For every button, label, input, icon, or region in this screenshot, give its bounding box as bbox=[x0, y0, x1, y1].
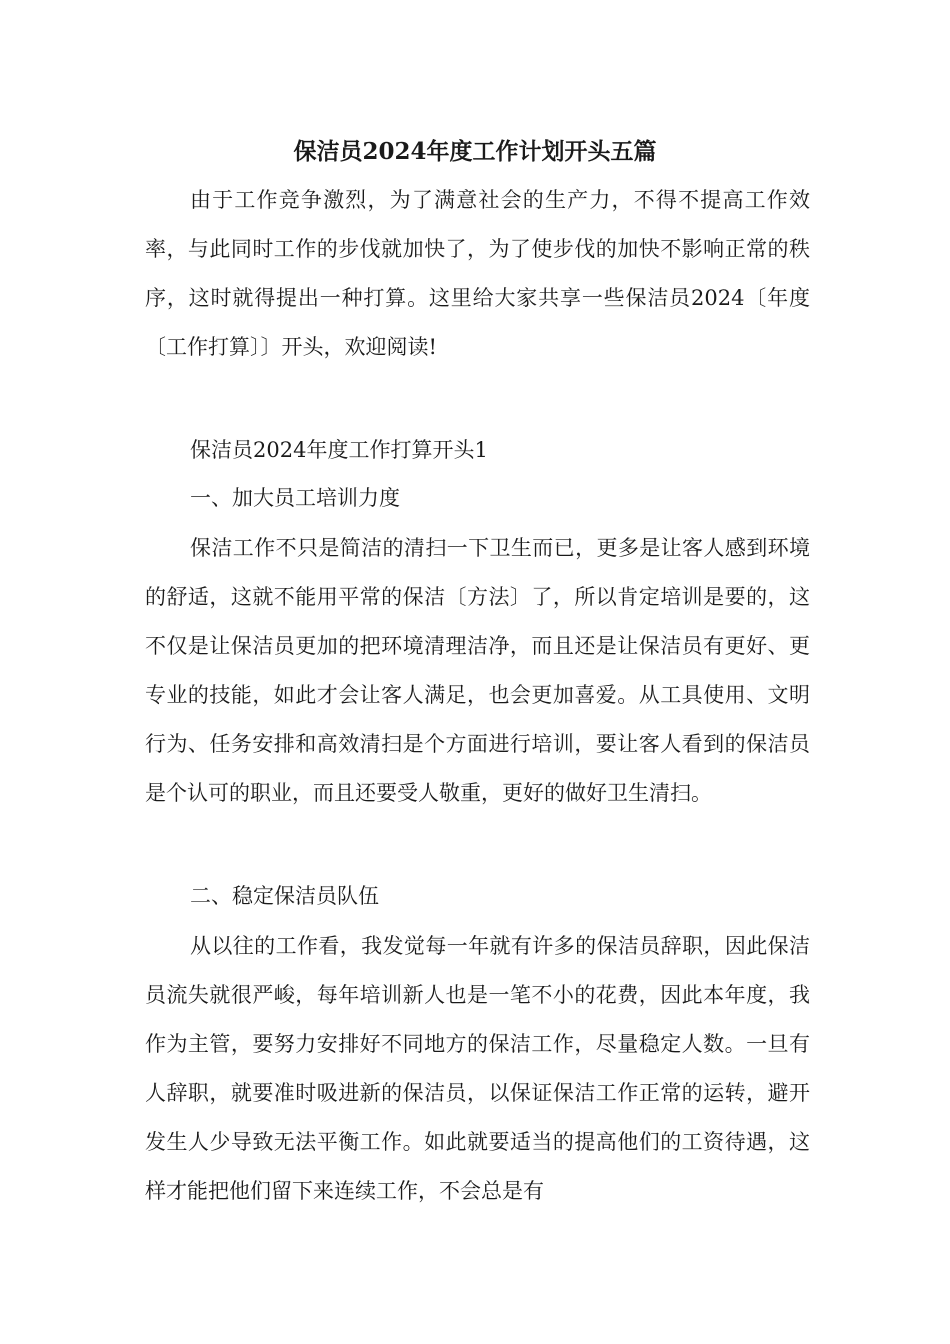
paragraph-training: 保洁工作不只是简洁的清扫一下卫生而已，更多是让客人感到环境的舒适，这就不能用平常的保洁〔方法〕了，所以肯定培训是要的，这不仅是让保洁员更加的把环境清理洁净，而且还是让保洁员有更好、更专业的技能，如此才会让客人满足，也会更加喜爱。从工具使用、文明行为、任务安排和高效清扫是个方面进行培训，要让客人看到的保洁员是个认可的职业，而且还要受人敬重，更好的做好卫生清扫。 bbox=[145, 536, 810, 805]
document-title: 保洁员2024年度工作计划开头五篇 bbox=[293, 138, 657, 165]
heading-training: 一、加大员工培训力度 bbox=[190, 486, 400, 510]
heading-stable-team: 二、稳定保洁员队伍 bbox=[190, 884, 379, 908]
paragraph-stable-team: 从以往的工作看，我发觉每一年就有许多的保洁员辞职，因此保洁员流失就很严峻，每年培训新人也是一笔不小的花费，因此本年度，我作为主管，要努力安排好不同地方的保洁工作，尽量稳定人数。一旦有人辞职，就要准时吸进新的保洁员，以保证保洁工作正常的运转，避开发生人少导致无法平衡工作。如此就要适当的提高他们的工资待遇，这样才能把他们留下来连续工作，不会总是有 bbox=[145, 934, 810, 1203]
intro-paragraph: 由于工作竞争激烈，为了满意社会的生产力，不得不提高工作效率，与此同时工作的步伐就加快了，为了使步伐的加快不影响正常的秩序，这时就得提出一种打算。这里给大家共享一些保洁员2024〔年度〔工作打算〕〕开头，欢迎阅读! bbox=[145, 188, 810, 359]
section-title: 保洁员2024年度工作打算开头1 bbox=[190, 438, 488, 462]
